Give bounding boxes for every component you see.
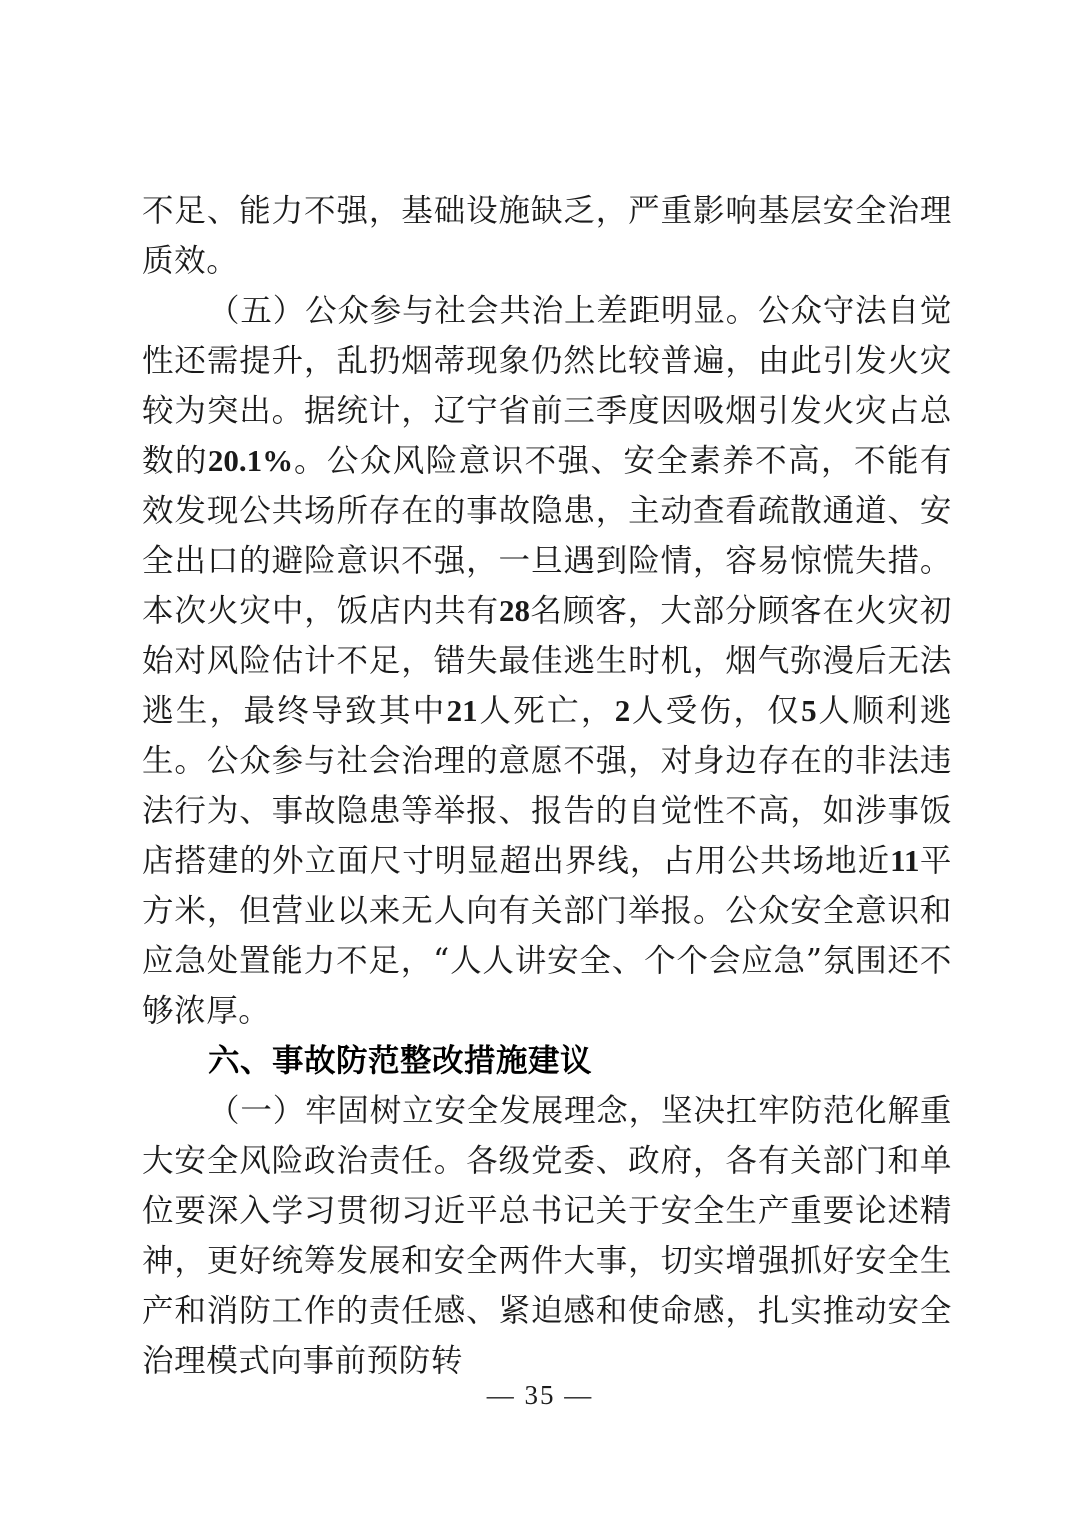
paragraph-subsection-one: （一）牢固树立安全发展理念，坚决扛牢防范化解重大安全风险政治责任。各级党委、政府，各有关部门和单位要深入学习贯彻习近平总书记关于安全生产重要论述精神，更好统筹发展和安全两件大事，切实增强抓好安全生产和消防工作的责任感、紧迫感和使命感，扎实推动安全治理模式向事前预防转 xyxy=(142,1093,952,1379)
text-run: 人顺利逃生。公众参与社会治理的意愿不强，对身边存在的非法违法行为、事故隐患等举报、报告的自觉性不高，如涉事饭店搭建的外立面尺寸明显超出界线，占用公共场地近 xyxy=(142,693,953,879)
text-run: 。公众风险意识不强、安全素养不高，不能有效发现公共场所存在的事故隐患，主动查看疏散通道、安全出口的避险意识不强，一旦遇到险情，容易惊慌失措。本次火灾中，饭店内共有 xyxy=(142,443,952,629)
stat-deaths: 21 xyxy=(446,693,478,728)
stat-smoking-fire-share: 20.1% xyxy=(207,443,294,478)
text-run: 名顾客，大部分顾客在火灾初始对风险估计不足，错失最佳逃生时机，烟气弥漫后无法逃生，最终导致其中 xyxy=(142,593,952,729)
stat-customers: 28 xyxy=(499,593,531,628)
stat-public-space-sqm: 11 xyxy=(890,843,920,878)
page-text-body xyxy=(142,186,952,1386)
stat-injured: 2 xyxy=(614,693,631,728)
stat-escaped: 5 xyxy=(801,693,817,728)
page-number-footer: — 35 — xyxy=(486,1380,594,1410)
text-run: （五）公众参与社会共治上差距明显。公众守法自觉性还需提升，乱扔烟蒂现象仍然比较普遍，由此引发火灾较为突出。据统计，辽宁省前三季度因吸烟引发火灾占总数的 xyxy=(142,293,952,479)
paragraph-continuation: 不足、能力不强，基础设施缺乏，严重影响基层安全治理质效。 xyxy=(142,193,952,279)
text-run: 人受伤，仅 xyxy=(630,693,802,729)
paragraph-section-five xyxy=(142,286,952,1036)
text-run: 人死亡， xyxy=(477,693,615,729)
text-run: 平方米，但营业以来无人向有关部门举报。公众安全意识和应急处置能力不足，“人人讲安全、个个会应急”氛围还不够浓厚。 xyxy=(142,843,952,1029)
section-heading-six: 六、事故防范整改措施建议 xyxy=(208,1043,593,1079)
